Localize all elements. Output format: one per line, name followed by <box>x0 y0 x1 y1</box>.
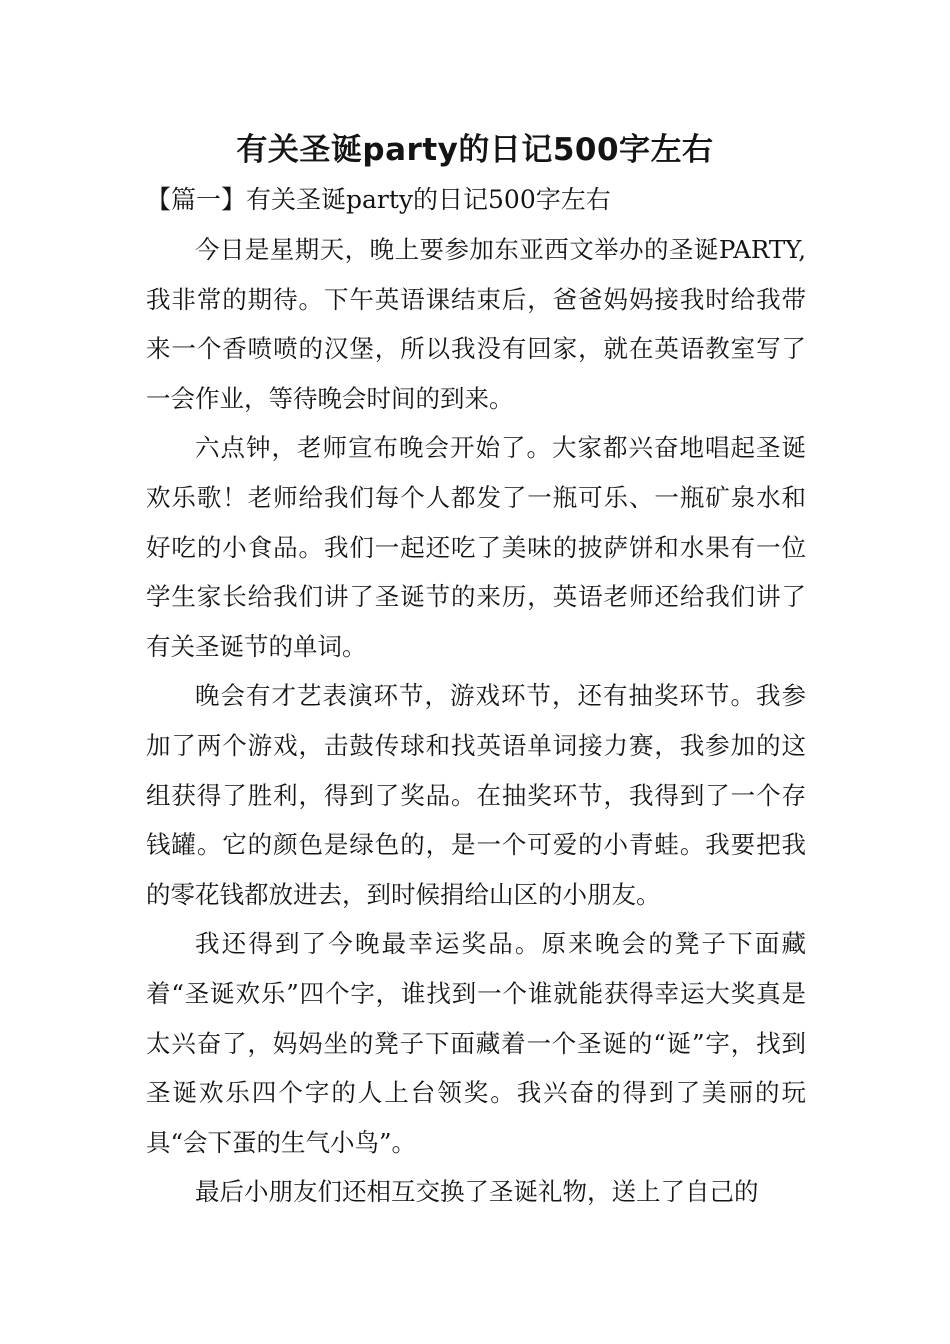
document-title: 有关圣诞party的日记500字左右 <box>236 132 714 168</box>
paragraph: 今日是星期天，晚上要参加东亚西文举办的圣诞PARTY,我非常的期待。下午英语课结束后，爸爸妈妈接我时给我带来一个香喷喷的汉堡，所以我没有回家，就在英语教室写了一会作业，等待晚会时间的到来。 <box>146 235 806 413</box>
paragraph: 我还得到了今晚最幸运奖品。原来晚会的凳子下面藏着“圣诞欢乐”四个字，谁找到一个谁就能获得幸运大奖真是太兴奋了，妈妈坐的凳子下面藏着一个圣诞的“诞”字，找到圣诞欢乐四个字的人上台领奖。我兴奋的得到了美丽的玩具“会下蛋的生气小鸟”。 <box>146 929 806 1157</box>
document-body <box>146 225 806 1217</box>
paragraph: 六点钟，老师宣布晚会开始了。大家都兴奋地唱起圣诞欢乐歌！老师给我们每个人都发了一瓶可乐、一瓶矿泉水和好吃的小食品。我们一起还吃了美味的披萨饼和水果有一位学生家长给我们讲了圣诞节的来历，英语老师还给我们讲了有关圣诞节的单词。 <box>146 433 806 661</box>
paragraph: 最后小朋友们还相互交换了圣诞礼物，送上了自己的 <box>195 1177 759 1207</box>
paragraph: 晚会有才艺表演环节，游戏环节，还有抽奖环节。我参加了两个游戏，击鼓传球和找英语单词接力赛，我参加的这组获得了胜利，得到了奖品。在抽奖环节，我得到了一个存钱罐。它的颜色是绿色的，是一个可爱的小青蛙。我要把我的零花钱都放进去，到时候捐给山区的小朋友。 <box>146 681 806 909</box>
section-heading: 【篇一】有关圣诞party的日记500字左右 <box>146 185 611 214</box>
